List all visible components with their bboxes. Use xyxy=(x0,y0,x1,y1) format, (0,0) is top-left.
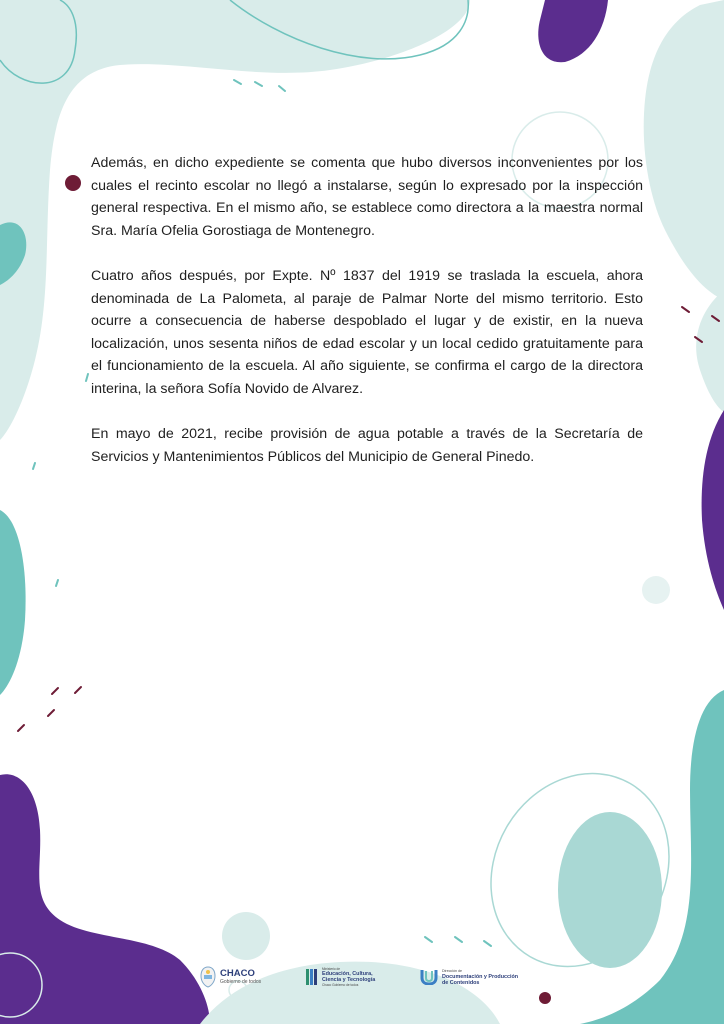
documentation-line1: Documentación y Producción xyxy=(442,973,519,980)
documentation-logo xyxy=(420,969,540,986)
documentation-prefix: Dirección de xyxy=(442,968,462,973)
bottom-right-pale-blob xyxy=(558,812,662,968)
chaco-subtitle: Gobierno de todos xyxy=(220,979,262,985)
paragraph-3: En mayo de 2021, recibe provisión de agua potable a través de la Secretaría de Servicios y Mantenimientos Públicos del Municipio de General Pinedo. xyxy=(91,426,643,465)
bottom-left-purple-blob xyxy=(0,774,210,1024)
documentation-line2: de Contenidos xyxy=(442,979,480,986)
education-bars-icon xyxy=(306,969,318,985)
bottom-center-circle xyxy=(222,912,270,960)
education-suffix: Chaco Gobierno de todos xyxy=(322,983,359,987)
document-body xyxy=(91,152,643,491)
maroon-dot-top xyxy=(65,175,81,191)
education-line1: Educación, Cultura, xyxy=(322,971,373,977)
left-mid-teal-blob xyxy=(0,510,26,695)
top-purple-blob xyxy=(538,0,608,62)
chaco-logo xyxy=(200,966,300,988)
education-ministry-logo xyxy=(306,967,416,987)
chaco-name: CHACO xyxy=(220,968,255,979)
chaco-emblem-icon xyxy=(200,966,216,988)
documentation-u-icon xyxy=(420,969,438,985)
education-line2: Ciencia y Tecnología xyxy=(322,977,376,983)
footer-logos xyxy=(200,960,540,994)
paragraph-2: Cuatro años después, por Expte. Nº 1837 del 1919 se traslada la escuela, ahora denominada de La Palometa, al paraje de Palmar Norte del mismo territorio. Esto ocurre a consecuencia de haberse despoblado el lugar y de existir, en la nueva localización, unos sesenta niños de edad escolar y un local cedido gratuitamente para el funcionamiento de la escuela. Al año siguiente, se confirma el cargo de la directora interina, la señora Sofía Novido de Alvarez. xyxy=(91,267,643,397)
top-right-blob xyxy=(644,0,724,300)
right-purple-blob xyxy=(702,410,724,610)
education-prefix: Ministerio de xyxy=(322,967,341,971)
paragraph-1: Además, en dicho expediente se comenta que hubo diversos inconvenientes por los cuales el recinto escolar no llegó a instalarse, según lo expresado por la inspección general respectiva. En el mismo año, se establece como directora a la maestra normal Sra. María Ofelia Gorostiaga de Montenegro. xyxy=(91,155,643,239)
small-circle-right xyxy=(642,576,670,604)
maroon-dot-bottom xyxy=(539,992,551,1004)
right-teal-blob xyxy=(696,290,724,412)
